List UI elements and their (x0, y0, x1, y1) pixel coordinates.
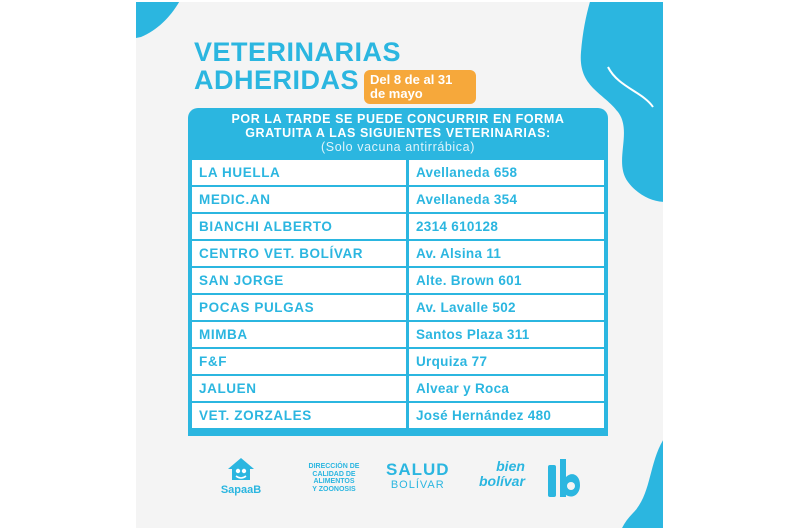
table-row (192, 160, 604, 185)
sapaab-logo (216, 457, 266, 496)
sapaab-label: SapaaB (220, 484, 262, 496)
vet-name: JALUEN (192, 376, 406, 401)
vet-address: Av. Lavalle 502 (409, 295, 604, 320)
vet-address: 2314 610128 (409, 214, 604, 239)
vet-address: Alvear y Roca (409, 376, 604, 401)
header-line-1: POR LA TARDE SE PUEDE CONCURRIR EN FORMA (231, 112, 565, 126)
title-line-2: ADHERIDAS (194, 65, 360, 95)
vet-address: Santos Plaza 311 (409, 322, 604, 347)
vet-name: MIMBA (192, 322, 406, 347)
badge-line-1: Del 8 de al 31 (370, 72, 453, 87)
table-row (192, 322, 604, 347)
badge-line-2: de mayo (370, 86, 423, 101)
poster (136, 2, 663, 528)
vet-name: BIANCHI ALBERTO (192, 214, 406, 239)
direccion-line: DIRECCIÓN DE (308, 463, 360, 470)
vet-name: MEDIC.AN (192, 187, 406, 212)
vet-address: Avellaneda 354 (409, 187, 604, 212)
direccion-line: CALIDAD DE (312, 470, 356, 478)
direccion-line: ALIMENTOS (313, 478, 355, 485)
vet-name: POCAS PULGAS (192, 295, 406, 320)
date-badge (364, 70, 476, 104)
ib-mark-icon (546, 457, 582, 499)
veterinaries-table (188, 108, 608, 436)
bolivar-label: BOLÍVAR (390, 479, 445, 491)
table-header (188, 112, 608, 154)
table-row (192, 403, 604, 428)
table-rows (192, 160, 604, 430)
vet-address: Alte. Brown 601 (409, 268, 604, 293)
vet-address: Av. Alsina 11 (409, 241, 604, 266)
header-note: (Solo vacuna antirrábica) (321, 140, 475, 154)
bien-label: bien (496, 458, 525, 474)
table-row (192, 241, 604, 266)
direccion-logo (304, 463, 364, 493)
salud-bolivar-logo (386, 461, 450, 491)
vet-address: José Hernández 480 (409, 403, 604, 428)
salud-label: SALUD (386, 460, 450, 479)
vet-name: SAN JORGE (192, 268, 406, 293)
direccion-line: Y ZOONOSIS (312, 485, 356, 493)
vet-name: F&F (192, 349, 406, 374)
vet-name: VET. ZORZALES (192, 403, 406, 428)
bien-bolivar-logo (479, 459, 525, 489)
vet-address: Avellaneda 658 (409, 160, 604, 185)
bolivar-script-label: bolívar (479, 473, 525, 489)
vet-name: CENTRO VET. BOLÍVAR (192, 241, 406, 266)
table-row (192, 187, 604, 212)
decorative-blob-bottom-right (613, 398, 663, 528)
table-row (192, 295, 604, 320)
decorative-blob-top-left (136, 2, 196, 42)
title-line-1: VETERINARIAS (194, 37, 402, 67)
header-line-2: GRATUITA A LAS SIGUIENTES VETERINARIAS: (245, 126, 551, 140)
table-row (192, 268, 604, 293)
vet-address: Urquiza 77 (409, 349, 604, 374)
vet-name: LA HUELLA (192, 160, 406, 185)
table-row (192, 214, 604, 239)
table-row (192, 349, 604, 374)
table-row (192, 376, 604, 401)
footer-logos (216, 457, 596, 507)
house-pet-icon (226, 457, 256, 481)
